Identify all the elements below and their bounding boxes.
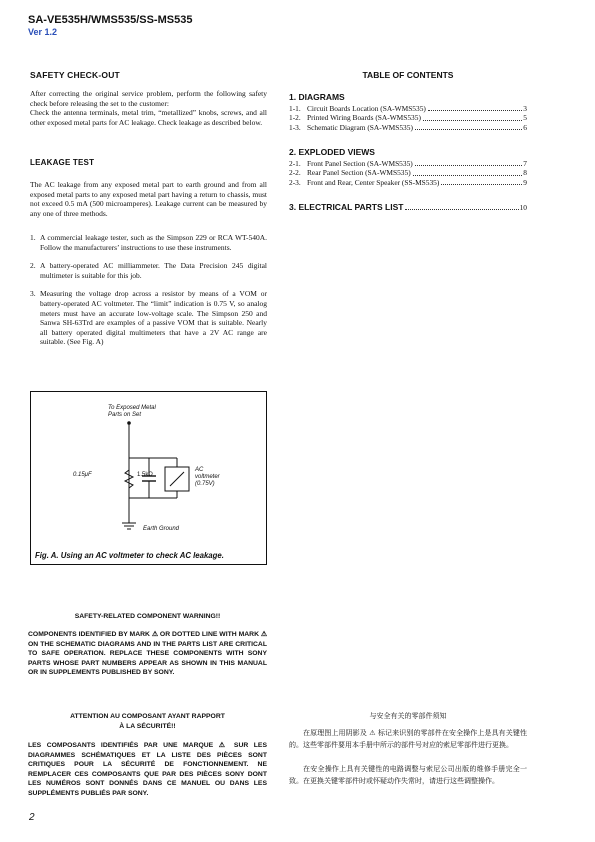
toc-entry[interactable]: 1-2. Printed Wiring Boards (SA-WMS535) 5 [289, 113, 527, 123]
chinese-notice-paragraph-2: 在安全操作上具有关键性的电路调整与索尼公司出版的维修手册完全一致。在更换关键零部件时或怀疑动作失常时，请进行这些调整操作。 [289, 765, 527, 785]
leakage-test-text: The AC leakage from any exposed metal part to earth ground and from all exposed metal parts to any exposed metal part having a return to chassis, must not exceed 0.5 mA (500 microamperes). Leakage current can be measured by any one of three methods. [30, 180, 267, 218]
toc-section-exploded-views [289, 147, 527, 187]
chinese-notice-paragraph-1: 在原理图上用阴影及 ⚠ 标记来识别的零部件在安全操作上是具有关键性的。这些零部件要用本手册中所示的部件号对应的索尼零部件进行更换。 [289, 729, 527, 749]
toc-entry[interactable]: 2-3. Front and Rear, Center Speaker (SS-MS535) 9 [289, 177, 527, 187]
toc-section-diagrams [289, 92, 527, 132]
list-item: 1. A commercial leakage tester, such as the Simpson 229 or RCA WT-540A. Follow the manufacturers’ instructions to use these instruments. [30, 233, 267, 252]
meter-needle [170, 472, 184, 486]
probe-terminal [127, 421, 131, 425]
leakage-methods-list [30, 233, 267, 353]
toc-entry[interactable]: 2-2. Rear Panel Section (SA-WMS535) 8 [289, 168, 527, 178]
list-item: 2. A battery-operated AC milliammeter. The Data Precision 245 digital multimeter is suitable for this job. [30, 261, 267, 280]
toc-entry[interactable]: 1-3. Schematic Diagram (SA-WMS535) 6 [289, 122, 527, 132]
document-model-title: SA-VE535H/WMS535/SS-MS535 [28, 14, 193, 26]
leakage-test-heading: LEAKAGE TEST [30, 158, 95, 167]
figure-top-label: To Exposed Metal Parts on Set [108, 405, 156, 418]
document-version: Ver 1.2 [28, 27, 58, 37]
capacitor-label: 0.15μF [73, 472, 92, 478]
safety-warning-title: SAFETY-RELATED COMPONENT WARNING!! [74, 613, 221, 620]
figure-a-box [30, 391, 267, 565]
toc-entry[interactable]: 1-1. Circuit Boards Location (SA-WMS535) 3 [289, 104, 527, 113]
figure-caption: Fig. A. Using an AC voltmeter to check AC leakage. [35, 551, 224, 560]
chinese-notice-title: 与安全有关的零部件须知 [369, 712, 447, 720]
toc-section-title: 1. DIAGRAMS [289, 92, 345, 102]
toc-entry-electrical-parts-list[interactable]: 3. ELECTRICAL PARTS LIST 10 [289, 202, 527, 212]
safety-checkout-heading: SAFETY CHECK-OUT [30, 70, 120, 80]
toc-entry[interactable]: 2-1. Front Panel Section (SA-WMS535) 7 [289, 159, 527, 168]
safety-intro-text: After correcting the original service problem, perform the following safety check before releasing the set to the customer: Check the antenna terminals, metal trim, “metallized” knobs, screws, and all other exposed metal parts for AC leakage. Check leakage as described below. [30, 89, 267, 127]
resistor-label: 1.5kΩ [137, 472, 153, 478]
list-item: 3. Measuring the voltage drop across a resistor by means of a VOM or battery-operated AC voltmeter. The “limit” indication is 0.75 V, so analog meters must have an accurate low-voltage scale. The Simpson 250 and Sanwa SH-63Trd are examples of a passive VOM that is suitable. Nearly all battery operated digital multimeters that have a 2V AC range are suitable. (See Fig. A) [30, 289, 267, 347]
securite-warning-title: ATTENTION AU COMPOSANT AYANT RAPPORT À LA SÉCURITÉ!! [70, 713, 225, 730]
leakage-circuit-diagram [31, 392, 268, 566]
voltmeter-label: AC voltmeter (0.75V) [195, 467, 220, 487]
securite-warning-text: LES COMPOSANTS IDENTIFIÉS PAR UNE MARQUE ⚠ SUR LES DIAGRAMMES SCHÉMATIQUES ET LA LISTE DES PIÈCES SONT CRITIQUES POUR LA SÉCURITÉ DE FONCTIONNEMENT. NE REMPLACER CES COMPOSANTS QUE PAR DES PIÈCES SONY DONT LES NUMÉROS SONT DONNÉS DANS CE MANUEL OU DANS LES SUPPLÉMENTS PUBLIÉS PAR SONY. [28, 742, 267, 797]
earth-ground-label: Earth Ground [143, 526, 180, 532]
toc-section-title: 2. EXPLODED VIEWS [289, 147, 375, 157]
toc-heading: TABLE OF CONTENTS [362, 70, 454, 80]
page-number: 2 [29, 812, 35, 823]
safety-warning-text: COMPONENTS IDENTIFIED BY MARK ⚠ OR DOTTED LINE WITH MARK ⚠ ON THE SCHEMATIC DIAGRAMS AND IN THE PARTS LIST ARE CRITICAL TO SAFE OPERATION. REPLACE THESE COMPONENTS WITH SONY PARTS WHOSE PART NUMBERS APPEAR AS SHOWN IN THIS MANUAL OR IN SUPPLEMENTS PUBLISHED BY SONY. [28, 631, 267, 676]
